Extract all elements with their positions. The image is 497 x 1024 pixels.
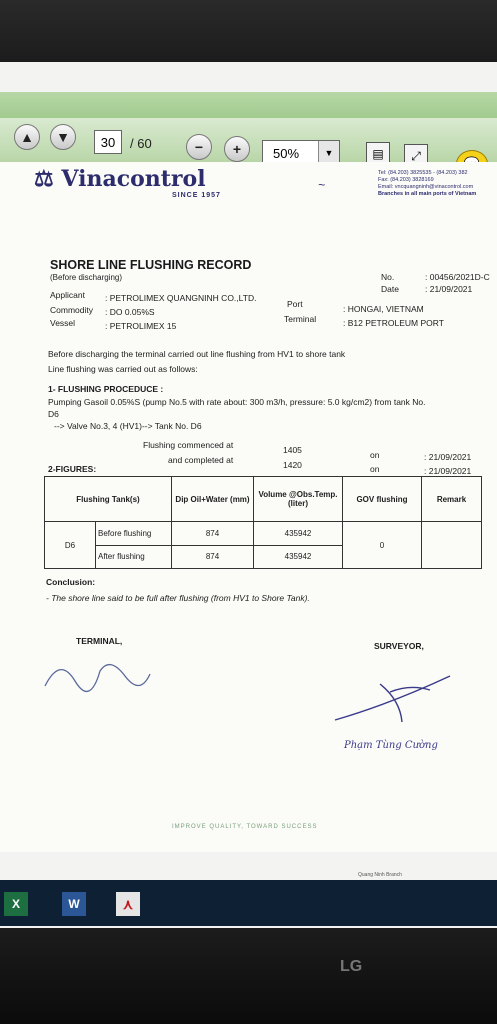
record-title: SHORE LINE FLUSHING RECORD (50, 258, 252, 272)
commenced-label: Flushing commenced at (143, 440, 234, 450)
conclusion-title: Conclusion: (46, 577, 96, 587)
commodity-label: Commodity (50, 305, 93, 315)
after-flushing-label: After flushing (98, 552, 145, 562)
applicant-label: Applicant (50, 290, 85, 300)
page-total: / 60 (130, 136, 152, 151)
table-row (45, 522, 482, 546)
intro-line-2: Line flushing was carried out as follows: (48, 364, 198, 374)
port-value: : HONGAI, VIETNAM (343, 304, 424, 314)
date-value: : 21/09/2021 (425, 284, 473, 294)
footer-slogan: IMPROVE QUALITY, TOWARD SUCCESS (172, 824, 318, 830)
arrow-down-icon: ▼ (56, 129, 70, 145)
header-volume: Volume @Obs.Temp. (liter) (254, 477, 343, 522)
monitor-bezel-top (0, 0, 497, 62)
expand-icon: ⤢ (411, 148, 421, 163)
vinacontrol-logo: ⚖ Vinacontrol (34, 166, 206, 192)
branch-note: Quang Ninh Branch (358, 872, 402, 878)
terminal-sign-label: TERMINAL, (76, 636, 123, 646)
fit-page-icon: ▤ (372, 147, 384, 161)
letterhead-contact: Tel: (84.203) 3825535 - (84.203) 382 Fax: (84.203) 3828169 Email: vncquangninh@vinacontrol.com Branches in all main ports of Vietnam (378, 170, 477, 197)
vessel-value: : PETROLIMEX 15 (105, 321, 177, 331)
procedure-line-1: Pumping Gasoil 0.05%S (pump No.5 with rate about: 300 m3/h, pressure: 5.0 kg/cm2) from tank No. (48, 397, 426, 407)
monitor-bezel-bottom (0, 928, 497, 1024)
conclusion-text: - The shore line said to be full after flushing (from HV1 to Shore Tank). (46, 593, 310, 603)
handwritten-note: ~ (318, 178, 326, 192)
dip-before: 874 (172, 522, 254, 546)
completed-on: on (370, 464, 380, 474)
date-label: Date (381, 284, 399, 294)
terminal-label: Terminal (284, 314, 317, 324)
terminal-signature (40, 646, 160, 696)
pdf-icon[interactable]: ⋏ (116, 892, 140, 916)
plus-icon: + (232, 141, 242, 157)
terminal-value: : B12 PETROLEUM PORT (343, 318, 444, 328)
volume-after: 435942 (254, 545, 343, 569)
zoom-out-button[interactable] (186, 134, 212, 160)
intro-line-1: Before discharging the terminal carried out line flushing from HV1 to shore tank (48, 349, 346, 359)
applicant-value: : PETROLIMEX QUANGNINH CO.,LTD. (105, 293, 257, 303)
figures-title: 2-FIGURES: (48, 464, 97, 474)
logo-since: SINCE 1957 (172, 192, 221, 199)
header-remark: Remark (422, 477, 482, 522)
zoom-in-button[interactable] (224, 136, 250, 162)
surveyor-sign-label: SURVEYOR, (374, 641, 424, 651)
logo-mark-icon: ⚖ (34, 166, 54, 192)
remark-value (422, 522, 482, 569)
arrow-up-icon: ▲ (20, 129, 34, 145)
completed-date: : 21/09/2021 (424, 466, 472, 476)
zoom-value: 50% (273, 146, 300, 161)
vessel-label: Vessel (50, 318, 76, 328)
commenced-on: on (370, 450, 380, 460)
before-flushing-label: Before flushing (96, 522, 171, 546)
surveyor-name: Phạm Tùng Cường (344, 740, 438, 751)
excel-icon[interactable]: X (4, 892, 28, 916)
procedure-tank: D6 (48, 409, 59, 419)
no-label: No. (381, 272, 395, 282)
commenced-time: 1405 (283, 445, 302, 455)
procedure-line-2: --> Valve No.3, 4 (HV1)--> Tank No. D6 (54, 421, 202, 431)
header-dip: Dip Oil+Water (mm) (172, 477, 254, 522)
tank-cell (45, 522, 172, 569)
word-icon[interactable]: W (62, 892, 86, 916)
tank-id: D6 (45, 522, 96, 568)
no-value: : 00456/2021D-C (425, 272, 490, 282)
record-subtitle: (Before discharging) (50, 273, 123, 282)
gov-value: 0 (343, 522, 422, 569)
commodity-value: : DO 0.05%S (105, 307, 155, 317)
header-gov: GOV flushing (343, 477, 422, 522)
commenced-date: : 21/09/2021 (424, 452, 472, 462)
volume-before: 435942 (254, 522, 343, 546)
monitor-brand-logo: LG (340, 958, 363, 975)
surveyor-signature (330, 664, 470, 728)
completed-time: 1420 (283, 460, 302, 470)
port-label: Port (287, 299, 303, 309)
flushing-table (44, 476, 482, 569)
next-page-button[interactable] (50, 124, 76, 150)
table-header-row (45, 477, 482, 522)
page-number-input[interactable]: 30 (94, 130, 122, 154)
header-flushing-tanks: Flushing Tank(s) (45, 477, 172, 522)
procedure-title: 1- FLUSHING PROCEDUCE : (48, 384, 164, 394)
previous-page-button[interactable] (14, 124, 40, 150)
minus-icon: − (194, 139, 204, 155)
dip-after: 874 (172, 545, 254, 569)
completed-label: and completed at (168, 455, 234, 465)
chevron-down-icon[interactable]: ▼ (318, 141, 339, 165)
